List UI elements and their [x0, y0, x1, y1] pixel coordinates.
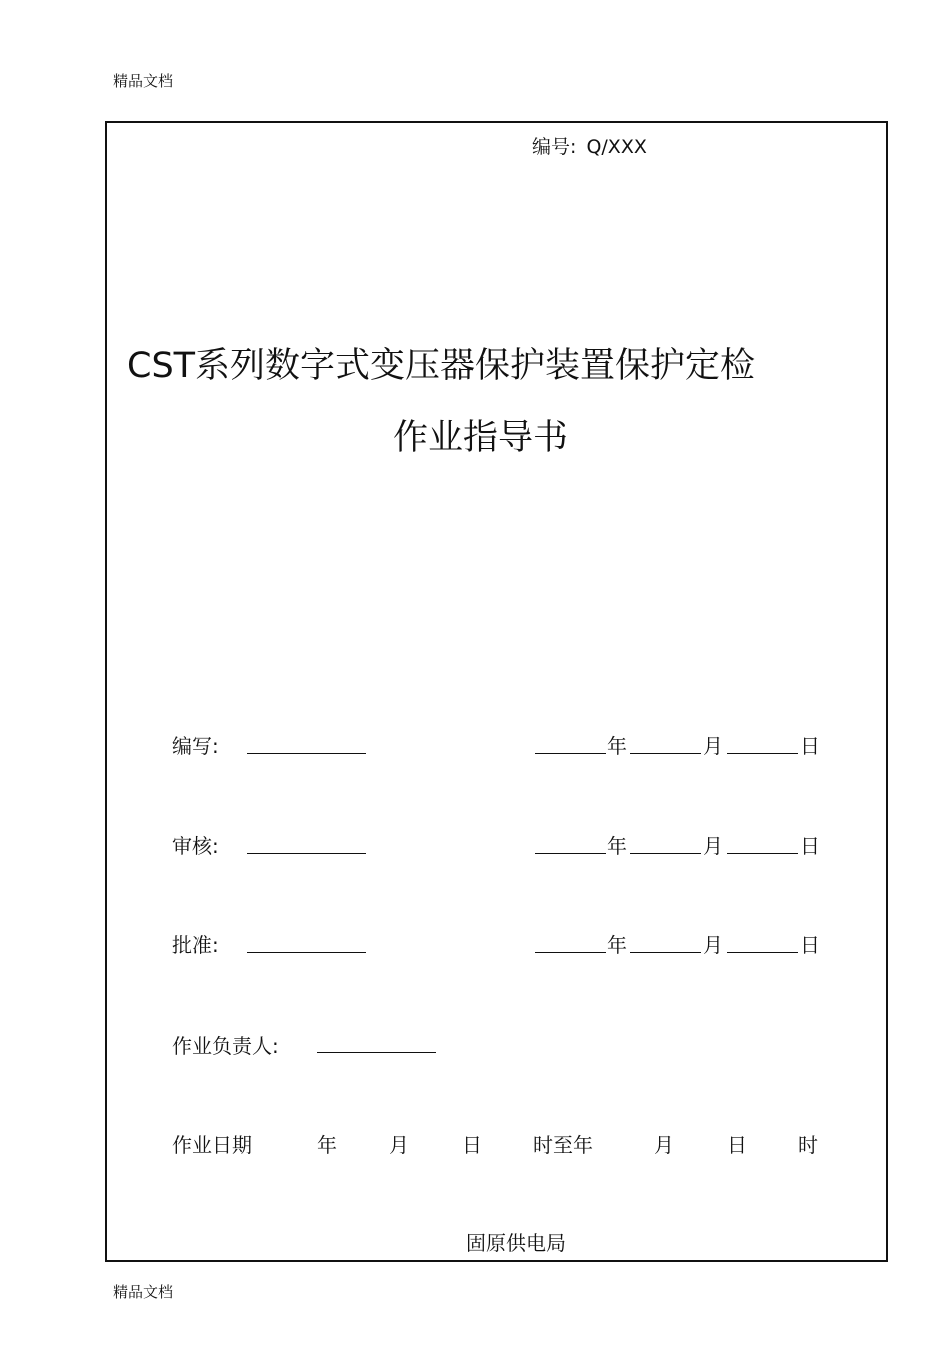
reviewer-year-line[interactable] — [535, 853, 606, 854]
reviewer-day-unit: 日 — [800, 834, 820, 858]
approver-year-unit: 年 — [607, 933, 627, 957]
title-line-1: CST系列数字式变压器保护装置保护定检 — [127, 346, 756, 386]
author-day-line[interactable] — [727, 753, 798, 754]
author-year-line[interactable] — [535, 753, 606, 754]
approver-year-line[interactable] — [535, 952, 606, 953]
work-period-unit: 日 — [727, 1133, 747, 1157]
approver-month-unit: 月 — [703, 933, 723, 957]
work-period-unit: 月 — [654, 1133, 674, 1157]
reviewer-signature-line[interactable] — [247, 853, 366, 854]
work-period-unit: 年 — [317, 1133, 337, 1157]
reviewer-month-unit: 月 — [703, 834, 723, 858]
reviewer-day-line[interactable] — [727, 853, 798, 854]
footer-watermark: 精品文档 — [113, 1283, 174, 1301]
responsible-signature-line[interactable] — [317, 1052, 436, 1053]
document-code-label: 编号: — [532, 136, 577, 158]
work-period-label: 作业日期 — [172, 1133, 252, 1157]
document-code — [532, 132, 647, 159]
reviewer-label: 审核: — [172, 834, 219, 858]
document-border — [105, 121, 888, 1262]
work-period-unit: 时 — [798, 1133, 818, 1157]
work-period-unit: 时至年 — [533, 1133, 593, 1157]
author-day-unit: 日 — [800, 734, 820, 758]
approver-label: 批准: — [172, 933, 219, 957]
approver-signature-line[interactable] — [247, 952, 366, 953]
responsible-label: 作业负责人: — [172, 1034, 279, 1058]
author-month-unit: 月 — [703, 734, 723, 758]
reviewer-month-line[interactable] — [630, 853, 701, 854]
author-label: 编写: — [172, 734, 219, 758]
approver-day-line[interactable] — [727, 952, 798, 953]
header-watermark: 精品文档 — [113, 72, 174, 90]
approver-day-unit: 日 — [800, 933, 820, 957]
document-code-value: Q/XXX — [586, 136, 647, 158]
author-signature-line[interactable] — [247, 753, 366, 754]
issuer-name: 固原供电局 — [466, 1231, 566, 1255]
work-period-unit: 月 — [389, 1133, 409, 1157]
title-line-2: 作业指导书 — [393, 418, 569, 458]
approver-month-line[interactable] — [630, 952, 701, 953]
reviewer-year-unit: 年 — [607, 834, 627, 858]
work-period-unit: 日 — [462, 1133, 482, 1157]
author-month-line[interactable] — [630, 753, 701, 754]
author-year-unit: 年 — [607, 734, 627, 758]
